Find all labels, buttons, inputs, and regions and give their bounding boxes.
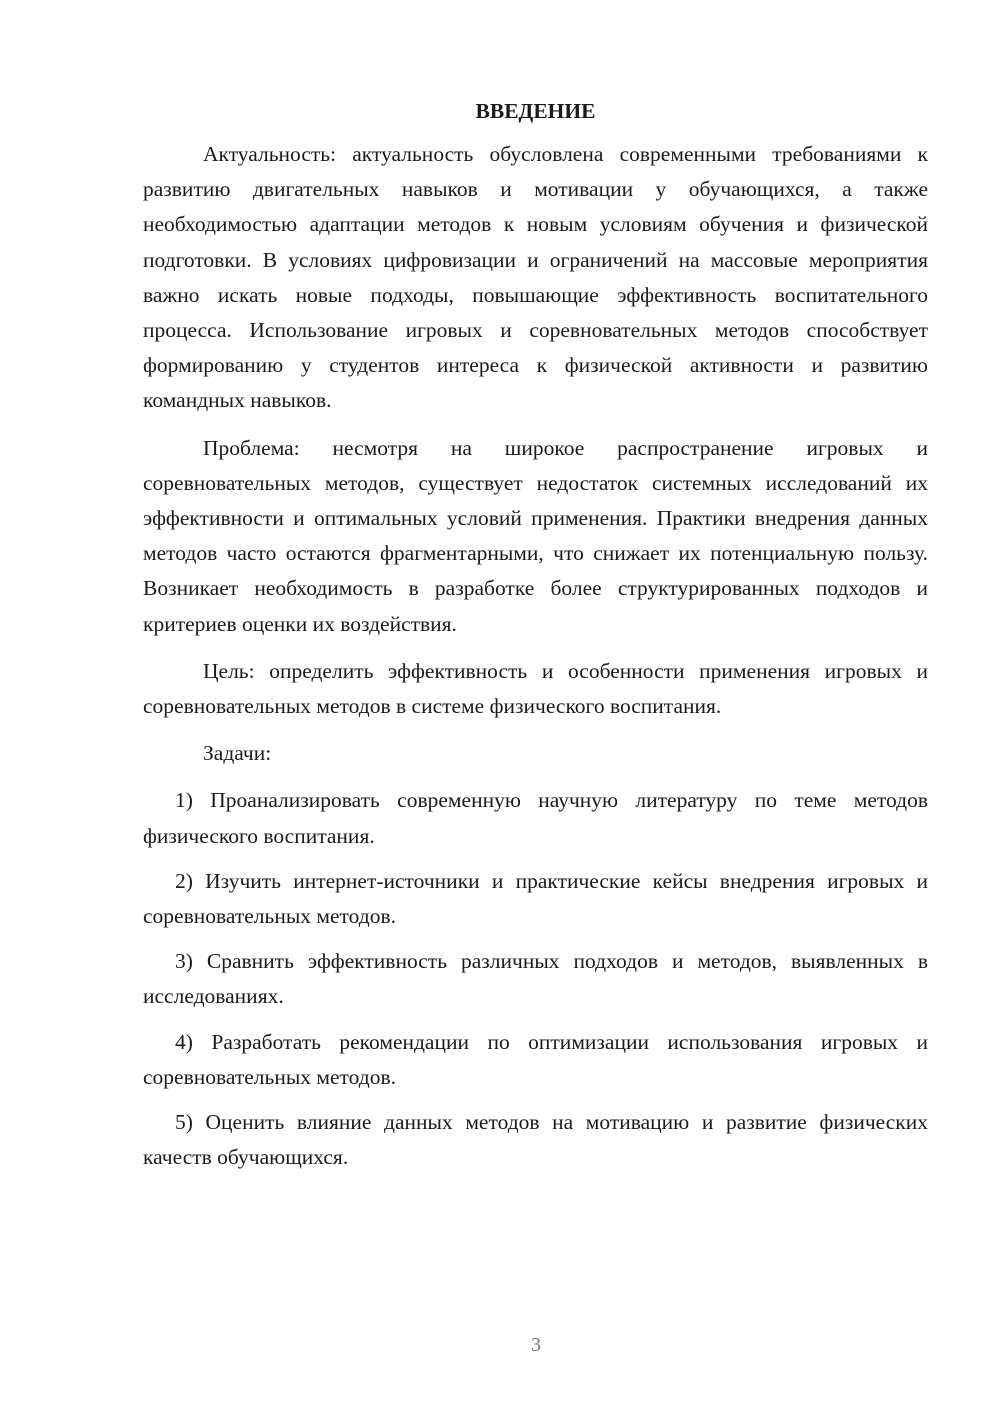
task-item-4: 4) Разработать рекомендации по оптимизации использования игровых и соревновательных методов.: [143, 1029, 928, 1089]
section-heading: ВВЕДЕНИЕ: [475, 99, 596, 123]
task-item-3: 3) Сравнить эффективность различных подходов и методов, выявленных в исследованиях.: [143, 949, 928, 1009]
task-item-5: 5) Оценить влияние данных методов на мотивацию и развитие физических качеств обучающихся.: [143, 1110, 928, 1170]
paragraph-relevance: Актуальность: актуальность обусловлена современными требованиями к развитию двигательных навыков и мотивации у обучающихся, а также необходимостью адаптации методов к новым условиям обучения и физической подготовки. В условиях цифровизации и ограничений на массовые мероприятия важно искать новые подходы, повышающие эффективность воспитательного процесса. Использование игровых и соревновательных методов способствует формированию у студентов интереса к физической активности и развитию командных навыков.: [143, 142, 928, 413]
task-item-1: 1) Проанализировать современную научную литературу по теме методов физического воспитания.: [143, 788, 928, 848]
tasks-title: Задачи:: [203, 741, 272, 766]
page-number: 3: [531, 1334, 541, 1356]
document-body: [143, 95, 928, 1185]
paragraph-goal: Цель: определить эффективность и особенности применения игровых и соревновательных методов в системе физического воспитания.: [143, 658, 928, 719]
paragraph-problem: Проблема: несмотря на широкое распространение игровых и соревновательных методов, существует недостаток системных исследований их эффективности и оптимальных условий применения. Практики внедрения данных методов часто остаются фрагментарными, что снижает их потенциальную пользу. Возникает необходимость в разработке более структурированных подходов и критериев оценки их воздействия.: [143, 435, 928, 636]
task-item-2: 2) Изучить интернет-источники и практические кейсы внедрения игровых и соревновательных методов.: [143, 868, 928, 929]
